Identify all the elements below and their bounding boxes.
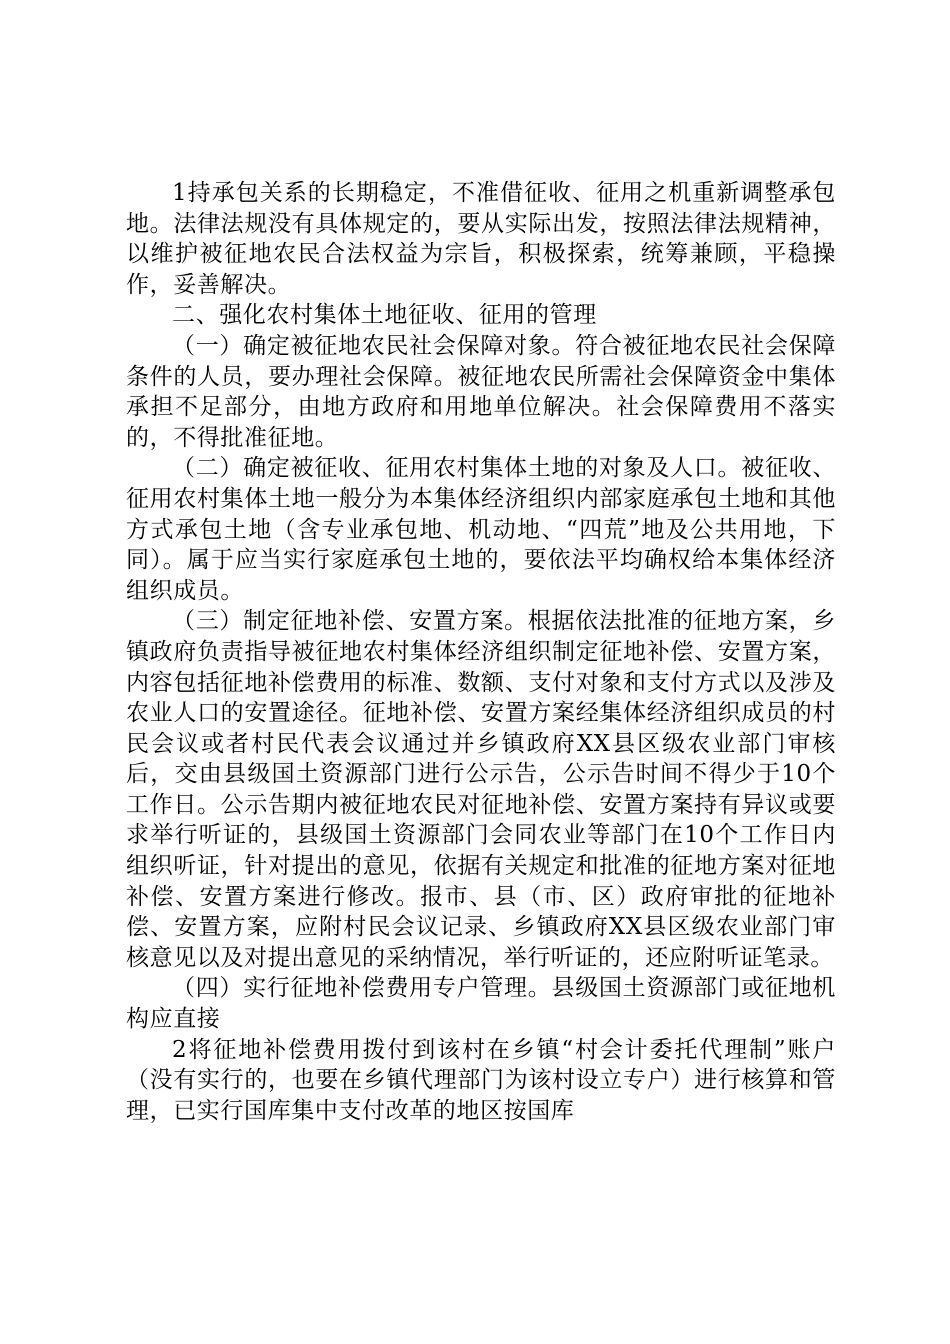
paragraph-1: 1持承包关系的长期稳定，不准借征收、征用之机重新调整承包地。法律法规没有具体规定的，要从实际出发，按照法律法规精神，以维护被征地农民合法权益为宗旨，积极探索，统筹兼顾，平稳操作，妥善解决。 [126,180,836,298]
section-heading: 二、强化农村集体土地征收、征用的管理 [172,302,597,329]
paragraph-land-objects: （二）确定被征收、征用农村集体土地的对象及人口。被征收、征用农村集体土地一般分为本集体经济组织内部家庭承包土地和其他方式承包土地（含专业承包地、机动地、“四荒”地及公共用地，下同）。属于应当实行家庭承包土地的，要依法平均确权给本集体经济组织成员。 [126,455,836,604]
paragraph-2: 2将征地补偿费用拨付到该村在乡镇“村会计委托代理制”账户（没有实行的，也要在乡镇代理部门为该村设立专户）进行核算和管理，已实行国库集中支付改革的地区按国库 [126,1036,836,1124]
paragraph-compensation-plan: （三）制定征地补偿、安置方案。根据依法批准的征地方案，乡镇政府负责指导被征地农村集体经济组织制定征地补偿、安置方案，内容包括征地补偿费用的标准、数额、支付对象和支付方式以及涉及农业人口的安置途径。征地补偿、安置方案经集体经济组织成员的村民会议或者村民代表会议通过并乡镇政府XX县区级农业部门审核后，交由县级国土资源部门进行公示告，公示告时间不得少于10个工作日。公示告期内被征地农民对征地补偿、安置方案持有异议或要求举行听证的，县级国土资源部门会同农业等部门在10个工作日内组织听证，针对提出的意见，依据有关规定和批准的征地方案对征地补偿、安置方案进行修改。报市、县（市、区）政府审批的征地补偿、安置方案，应附村民会议记录、乡镇政府XX县区级农业部门审核意见以及对提出意见的采纳情况，举行听证的，还应附听证笔录。 [126,608,836,971]
paragraph-social-security: （一）确定被征地农民社会保障对象。符合被征地农民社会保障条件的人员，要办理社会保障。被征地农民所需社会保障资金中集体承担不足部分，由地方政府和用地单位解决。社会保障费用不落实的，不得批准征地。 [126,332,836,451]
paragraph-special-account: （四）实行征地补偿费用专户管理。县级国土资源部门或征地机构应直接 [126,975,836,1033]
document-body [126,178,836,1126]
